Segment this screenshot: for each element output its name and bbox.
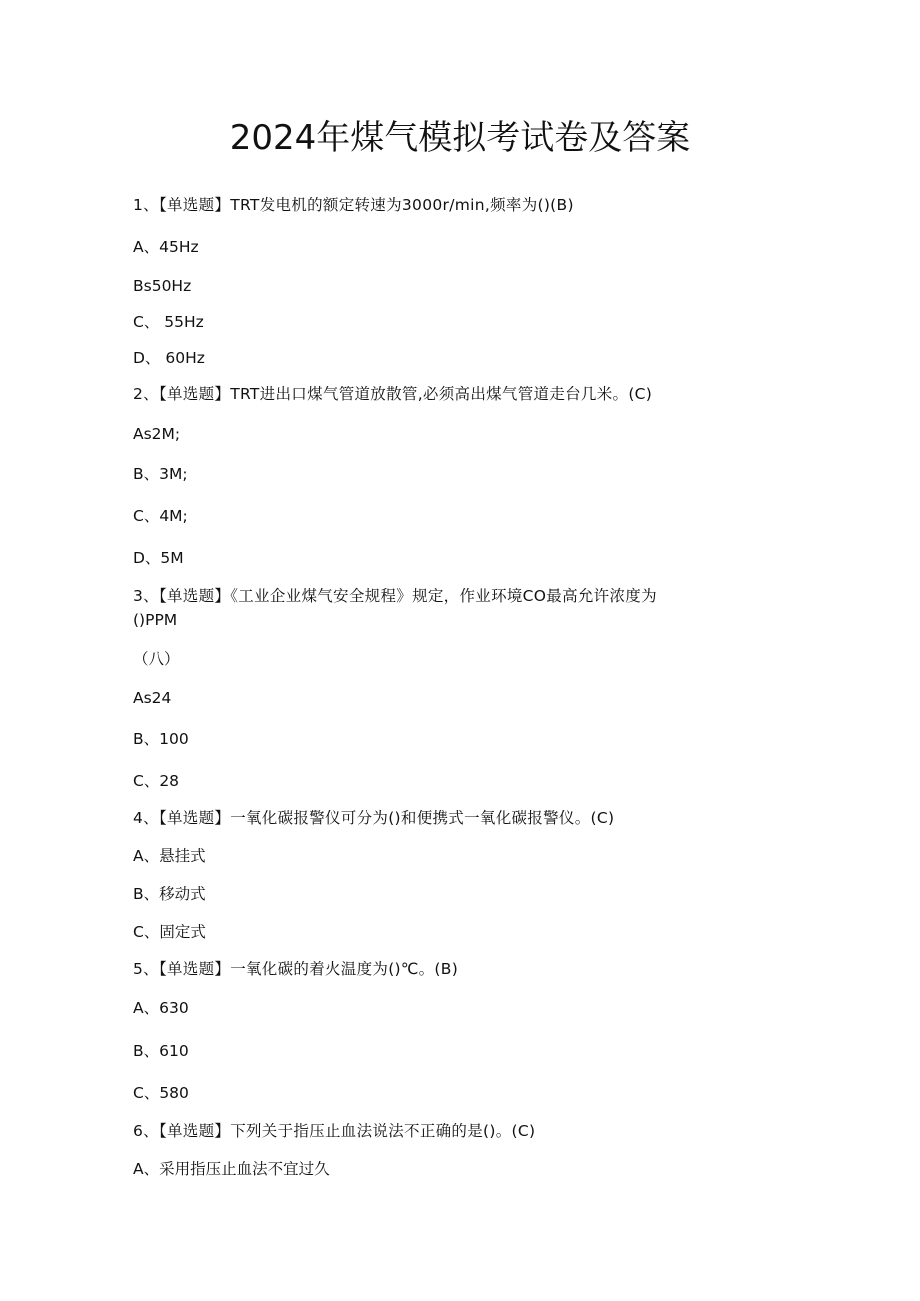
question-2-option-a: As2M; [133, 425, 181, 443]
document-title: 2024年煤气模拟考试卷及答案 [229, 118, 691, 158]
question-1-option-d: D、 60Hz [133, 349, 205, 367]
question-1: 1、【单选题】TRT发电机的额定转速为3000r/min,频率为()(B) [133, 196, 574, 214]
question-3-option-a: As24 [133, 689, 172, 707]
question-3: 3、【单选题】《工业企业煤气安全规程》规定，作业环境CO最高允许浓度为 [133, 587, 657, 605]
question-6: 6、【单选题】下列关于指压止血法说法不正确的是()。(C) [133, 1122, 536, 1140]
question-5-option-b: B、610 [133, 1042, 189, 1060]
question-5: 5、【单选题】一氧化碳的着火温度为()℃。(B) [133, 960, 459, 978]
question-4-option-a: A、悬挂式 [133, 847, 206, 865]
question-4: 4、【单选题】一氧化碳报警仪可分为()和便携式一氧化碳报警仪。(C) [133, 809, 615, 827]
question-3-option-c: C、28 [133, 772, 180, 790]
question-5-option-a: A、630 [133, 999, 189, 1017]
question-6-option-a: A、采用指压止血法不宜过久 [133, 1160, 330, 1178]
question-3-option-b: B、100 [133, 730, 189, 748]
question-2: 2、【单选题】TRT进出口煤气管道放散管,必须高出煤气管道走台几米。(C) [133, 385, 653, 403]
question-5-option-c: C、580 [133, 1084, 189, 1102]
question-1-option-a: A、45Hz [133, 238, 199, 256]
question-2-option-d: D、5M [133, 549, 184, 567]
question-4-option-c: C、固定式 [133, 923, 206, 941]
question-1-option-c: C、 55Hz [133, 313, 204, 331]
question-2-option-c: C、4M; [133, 507, 188, 525]
question-3-answer: （八） [133, 650, 180, 668]
question-4-option-b: B、移动式 [133, 885, 206, 903]
question-3-continuation: ()PPM [133, 611, 178, 629]
question-2-option-b: B、3M; [133, 465, 188, 483]
question-1-option-b: Bs50Hz [133, 277, 192, 295]
